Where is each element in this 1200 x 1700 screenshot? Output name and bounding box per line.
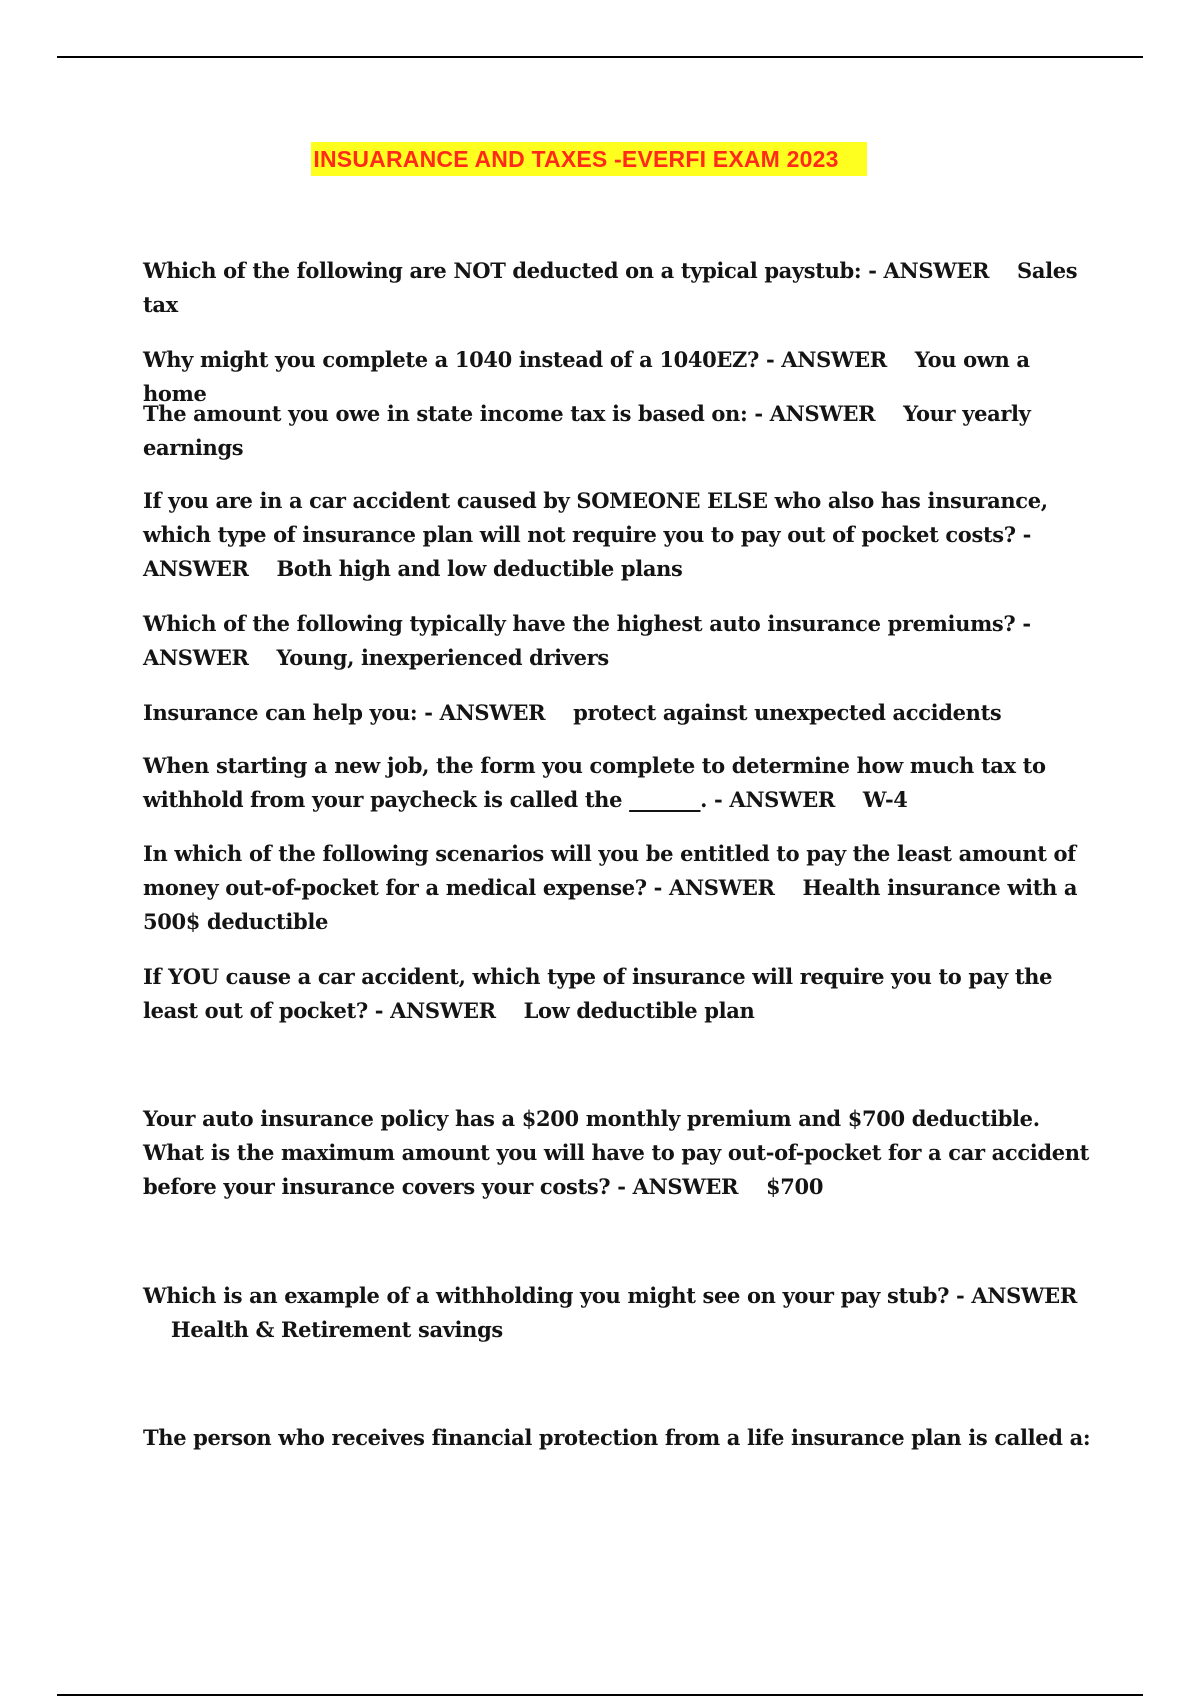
title-container <box>0 142 1200 176</box>
qa-item-8 <box>143 837 1093 939</box>
answer-text: Health insurance with a 500$ deductible <box>143 875 1078 934</box>
qa-item-5 <box>143 607 1093 675</box>
qa-item-3 <box>143 397 1093 465</box>
question-text: In which of the following scenarios will you be entitled to pay the least amount of money out-of-pocket for a medical expense? - <box>143 841 1076 900</box>
question-text: Which of the following are NOT deducted on a typical paystub: - <box>143 258 877 283</box>
answer-label: ANSWER <box>769 401 876 426</box>
answer-label: ANSWER <box>390 998 496 1023</box>
answer-text: Sales tax <box>143 258 1078 317</box>
answer-label: ANSWER <box>971 1283 1077 1308</box>
answer-text: Health & Retirement savings <box>170 1317 503 1342</box>
trailing-question: The person who receives financial protection from a life insurance plan is called a: <box>143 1425 1091 1450</box>
answer-label: ANSWER <box>632 1174 739 1199</box>
answer-label: ANSWER <box>143 645 249 670</box>
top-rule <box>57 56 1143 58</box>
question-text: Which is an example of a withholding you might see on your pay stub? - <box>143 1283 965 1308</box>
qa-item-6 <box>143 696 1093 730</box>
answer-text: $700 <box>766 1174 824 1199</box>
qa-item-7 <box>143 749 1093 817</box>
bottom-rule <box>57 1694 1143 1696</box>
answer-label: ANSWER <box>781 347 887 372</box>
question-text: When starting a new job, the form you complete to determine how much tax to withhold from your paycheck is called the _______. - <box>143 753 1046 812</box>
question-text: Insurance can help you: - <box>143 700 433 725</box>
qa-item-4 <box>143 484 1093 586</box>
qa-item-1 <box>143 254 1093 322</box>
answer-label: ANSWER <box>143 556 249 581</box>
question-text: The amount you owe in state income tax is based on: - <box>143 401 763 426</box>
answer-text: W-4 <box>862 787 908 812</box>
question-text: Why might you complete a 1040 instead of a 1040EZ? - <box>143 347 775 372</box>
answer-label: ANSWER <box>669 875 775 900</box>
question-text: If YOU cause a car accident, which type of insurance will require you to pay the least out of pocket? - <box>143 964 1053 1023</box>
answer-label: ANSWER <box>883 258 990 283</box>
qa-item-9 <box>143 960 1093 1028</box>
answer-text: Your yearly earnings <box>143 401 1031 460</box>
question-text: Your auto insurance policy has a $200 monthly premium and $700 deductible. What is the maximum amount you will have to pay out-of-pocket for a car accident before your insurance covers your costs? - <box>143 1106 1089 1199</box>
qa-item-10 <box>143 1102 1093 1204</box>
answer-text: Both high and low deductible plans <box>276 556 683 581</box>
answer-text: You own a home <box>143 347 1030 406</box>
answer-text: Low deductible plan <box>523 998 755 1023</box>
answer-label: ANSWER <box>729 787 835 812</box>
document-title: INSUARANCE AND TAXES -EVERFI EXAM 2023 <box>311 142 866 176</box>
question-text: Which of the following typically have the highest auto insurance premiums? - <box>143 611 1031 636</box>
qa-item-11 <box>143 1279 1093 1347</box>
answer-text: Young, inexperienced drivers <box>276 645 609 670</box>
question-text: If you are in a car accident caused by SOMEONE ELSE who also has insurance, which type of insurance plan will not require you to pay out of pocket costs? - <box>143 488 1048 547</box>
answer-text: protect against unexpected accidents <box>573 700 1002 725</box>
answer-label: ANSWER <box>439 700 546 725</box>
